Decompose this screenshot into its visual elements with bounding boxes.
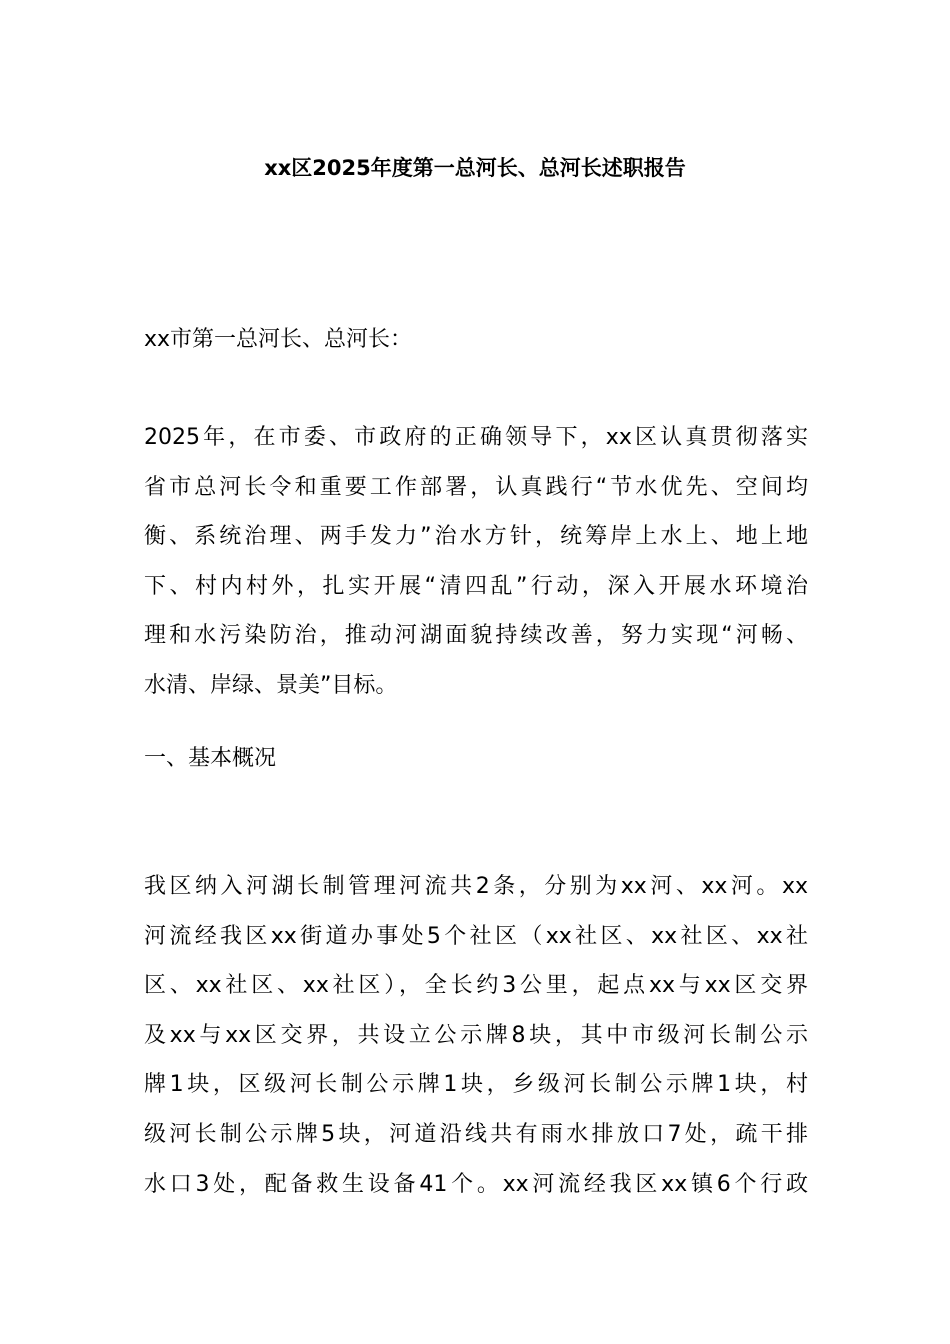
intro-line: 衡、系统治理、两手发力”治水方针，统筹岸上水上、地上地 — [144, 524, 808, 550]
salutation: xx市第一总河长、总河长： — [144, 327, 413, 352]
intro-line: 水清、岸绿、景美”目标。 — [144, 672, 398, 698]
intro-line: 2025年，在市委、市政府的正确领导下，xx区认真贯彻落实 — [144, 425, 808, 450]
document-title: xx区2025年度第一总河长、总河长述职报告 — [264, 156, 686, 180]
intro-paragraph — [144, 413, 808, 711]
overview-line: 牌1块，区级河长制公示牌1块，乡级河长制公示牌1块，村 — [144, 1072, 808, 1098]
overview-line: 级河长制公示牌5块，河道沿线共有雨水排放口7处，疏干排 — [144, 1121, 808, 1147]
overview-line: 及xx与xx区交界，共设立公示牌8块，其中市级河长制公示 — [144, 1022, 808, 1048]
overview-line: 水口3处，配备救生设备41个。xx河流经我区xx镇6个行政 — [144, 1171, 808, 1197]
overview-line: 我区纳入河湖长制管理河流共2条，分别为xx河、xx河。xx — [144, 874, 808, 899]
intro-line: 理和水污染防治，推动河湖面貌持续改善，努力实现“河畅、 — [144, 623, 808, 649]
overview-line: 区、xx社区、xx社区），全长约3公里，起点xx与xx区交界 — [144, 973, 808, 999]
section-heading: 一、基本概况 — [144, 746, 277, 771]
overview-paragraph — [144, 862, 808, 1209]
intro-line: 省市总河长令和重要工作部署，认真践行“节水优先、空间均 — [144, 474, 808, 500]
intro-line: 下、村内村外，扎实开展“清四乱”行动，深入开展水环境治 — [144, 573, 808, 599]
overview-line: 河流经我区xx街道办事处5个社区（xx社区、xx社区、xx社 — [144, 923, 808, 949]
